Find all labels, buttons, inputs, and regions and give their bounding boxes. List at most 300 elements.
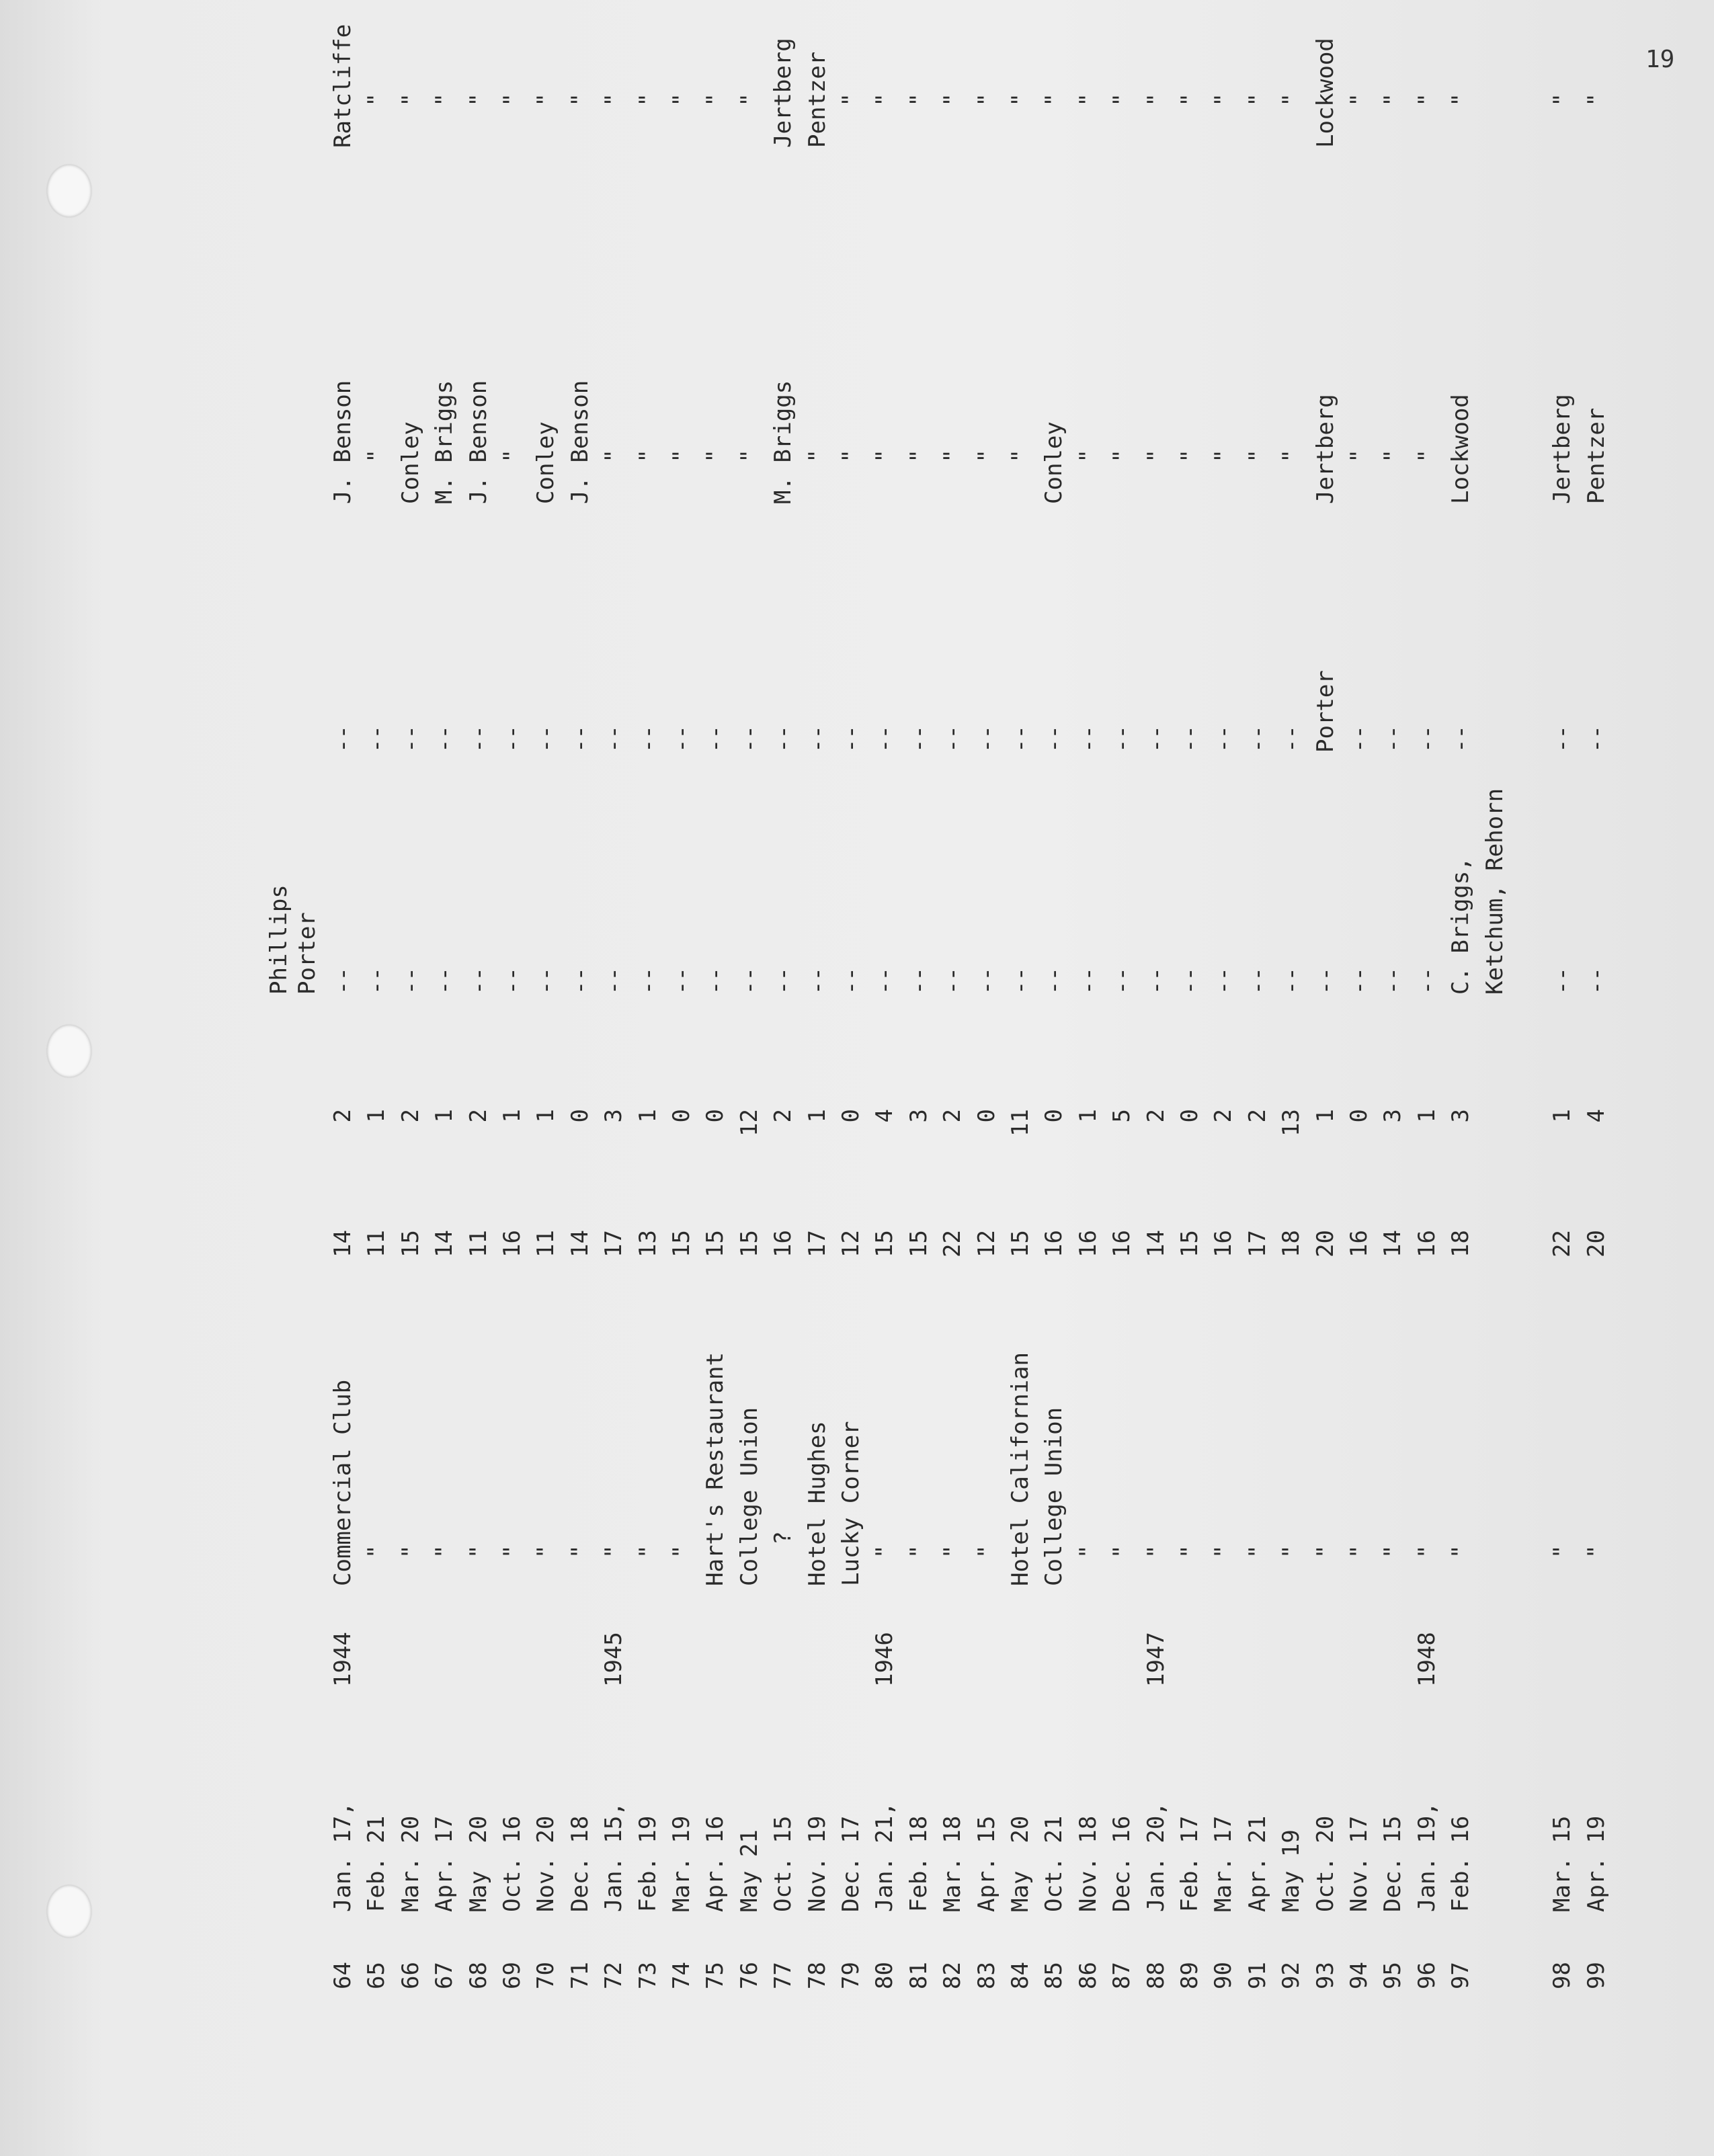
meeting-place: " [1413, 1544, 1440, 1586]
meeting-date: Oct. 16 [499, 1815, 526, 1912]
fifth-column-entry: -- [668, 725, 695, 753]
meeting-place: College Union [1040, 1407, 1068, 1586]
meeting-place: " [1074, 1544, 1102, 1586]
sixth-column-name: " [1210, 93, 1237, 148]
entry-number: 78 [803, 1962, 831, 1989]
fifth-column-entry: -- [329, 725, 356, 753]
phillips-porter-entry: -- [566, 967, 594, 995]
fifth-column-entry: -- [363, 725, 391, 753]
sixth-column-name: " [871, 93, 899, 148]
table-row [1037, 0, 1071, 1989]
binder-hole [47, 1025, 91, 1077]
table-row [1274, 0, 1308, 1989]
secretary-name: " [1176, 449, 1203, 504]
entry-number: 74 [668, 1962, 695, 1989]
meeting-date: Mar. 19 [668, 1815, 695, 1912]
entry-number: 89 [1176, 1962, 1203, 1989]
table-row [1309, 0, 1342, 1989]
fifth-column-entry: -- [1243, 725, 1271, 753]
entry-number: 77 [770, 1962, 797, 1989]
secretary-name: " [1413, 449, 1440, 504]
meeting-place: ? [770, 1531, 797, 1586]
phillips-porter-entry: -- [702, 967, 729, 995]
guest-count: 3 [1379, 1109, 1407, 1123]
secretary-name: Lockwood [1447, 394, 1475, 504]
fifth-column-entry: -- [532, 725, 560, 753]
meeting-date: Nov. 17 [1346, 1815, 1373, 1912]
secretary-name: " [1210, 449, 1237, 504]
table-row [665, 0, 698, 1989]
guest-count: 2 [329, 1109, 356, 1123]
phillips-porter-entry: -- [1346, 967, 1373, 995]
phillips-porter-entry: -- [329, 967, 356, 995]
guest-count: 1 [1549, 1109, 1576, 1123]
attendance-count: 12 [838, 1230, 864, 1257]
entry-number: 65 [363, 1962, 391, 1989]
attendance-count: 12 [973, 1230, 1000, 1257]
attendance-count: 15 [702, 1230, 729, 1257]
entry-number: 70 [532, 1962, 560, 1989]
secretary-name: J. Benson [464, 380, 492, 504]
meeting-date: Dec. 18 [566, 1815, 594, 1912]
meeting-date: Apr. 15 [973, 1815, 1000, 1912]
sixth-column-name: " [397, 93, 424, 148]
meeting-place: " [905, 1544, 932, 1586]
guest-count: 11 [1007, 1109, 1034, 1136]
guest-count: 1 [803, 1109, 831, 1123]
meeting-date: Apr. 17 [431, 1815, 458, 1912]
table-row [834, 0, 868, 1989]
sixth-column-name: " [532, 93, 560, 148]
secretary-name: Conley [397, 421, 424, 504]
entry-number: 81 [905, 1962, 932, 1989]
attendance-count: 14 [329, 1230, 356, 1257]
guest-count: 0 [838, 1109, 864, 1123]
fifth-column-entry: -- [1007, 725, 1034, 753]
meeting-year: 1944 [329, 1632, 356, 1687]
guest-count: 1 [499, 1109, 526, 1123]
sixth-column-name: Jertberg [770, 38, 797, 148]
secretary-name: " [499, 449, 526, 504]
attendance-count: 18 [1278, 1230, 1305, 1257]
fifth-column-entry: -- [1142, 725, 1170, 753]
entry-number: 97 [1447, 1962, 1475, 1989]
phillips-porter-entry: -- [499, 967, 526, 995]
sixth-column-name: " [1582, 93, 1610, 148]
attendance-count: 16 [770, 1230, 797, 1257]
sixth-column-name: " [363, 93, 391, 148]
secretary-name: " [702, 449, 729, 504]
sixth-column-name: " [1447, 93, 1475, 148]
attendance-count: 15 [1007, 1230, 1034, 1257]
meeting-place: Hotel Californian [1007, 1352, 1034, 1586]
phillips-porter-entry: -- [973, 967, 1000, 995]
phillips-porter-entry: -- [1040, 967, 1068, 995]
entry-number: 68 [464, 1962, 492, 1989]
column-header-phillips: Phillips [266, 884, 292, 995]
table-row [529, 0, 563, 1989]
entry-number: 72 [600, 1962, 628, 1989]
fifth-column-entry: -- [1582, 725, 1610, 753]
meeting-place: " [668, 1544, 695, 1586]
meeting-date: Feb. 18 [905, 1815, 932, 1912]
sixth-column-name: " [499, 93, 526, 148]
sixth-column-name: Lockwood [1311, 38, 1339, 148]
table-row [936, 0, 969, 1989]
attendance-count: 15 [397, 1230, 424, 1257]
sixth-column-name: " [600, 93, 628, 148]
guest-count: 2 [1210, 1109, 1237, 1123]
secretary-name: " [1108, 449, 1136, 504]
sixth-column-name: Pentzer [803, 51, 831, 148]
fifth-column-entry: -- [871, 725, 899, 753]
sixth-column-name: " [973, 93, 1000, 148]
attendance-count: 15 [871, 1230, 899, 1257]
sixth-column-name: " [1278, 93, 1305, 148]
guest-count: 1 [363, 1109, 391, 1123]
attendance-count: 16 [1210, 1230, 1237, 1257]
phillips-porter-entry: -- [464, 967, 492, 995]
sixth-column-name: " [1176, 93, 1203, 148]
attendance-count: 13 [634, 1230, 661, 1257]
phillips-porter-entry: -- [1413, 967, 1440, 995]
fifth-column-entry: -- [939, 725, 967, 753]
page-number: 19 [1645, 46, 1675, 73]
sixth-column-name: " [634, 93, 661, 148]
entry-number: 76 [735, 1962, 763, 1989]
phillips-porter-entry: C. Briggs, [1447, 857, 1475, 995]
guest-count: 2 [397, 1109, 424, 1123]
fifth-column-entry: -- [1040, 725, 1068, 753]
meeting-date: Dec. 16 [1108, 1815, 1136, 1912]
attendance-count: 14 [1379, 1230, 1407, 1257]
meeting-date: Oct. 15 [770, 1815, 797, 1912]
phillips-porter-entry: -- [363, 967, 391, 995]
table-row [360, 0, 393, 1989]
fifth-column-entry: -- [1549, 725, 1576, 753]
attendance-count: 11 [363, 1230, 391, 1257]
attendance-count: 17 [803, 1230, 831, 1257]
sixth-column-name: " [668, 93, 695, 148]
fifth-column-entry: -- [1447, 725, 1475, 753]
entry-number: 73 [634, 1962, 661, 1989]
table-row [1105, 0, 1139, 1989]
entry-number: 84 [1007, 1962, 1034, 1989]
guest-count: 0 [973, 1109, 1000, 1123]
meeting-date: Nov. 18 [1074, 1815, 1102, 1912]
entry-number: 83 [973, 1962, 1000, 1989]
sixth-column-name: " [838, 93, 864, 148]
attendance-count: 14 [431, 1230, 458, 1257]
sixth-column-name: " [1074, 93, 1102, 148]
meeting-place: " [397, 1544, 424, 1586]
secretary-name: " [1346, 449, 1373, 504]
secretary-name: " [600, 449, 628, 504]
meeting-date: May 20 [1007, 1815, 1034, 1912]
phillips-porter-entry: -- [431, 967, 458, 995]
entry-number: 99 [1582, 1962, 1610, 1989]
phillips-porter-entry: -- [803, 967, 831, 995]
meeting-place: " [532, 1544, 560, 1586]
fifth-column-entry: -- [1108, 725, 1136, 753]
meeting-date: Nov. 20 [532, 1815, 560, 1912]
table-row [733, 0, 766, 1989]
meeting-place: " [1278, 1544, 1305, 1586]
table-row [801, 0, 834, 1989]
entry-number: 93 [1311, 1962, 1339, 1989]
meeting-place: Lucky Corner [838, 1421, 864, 1586]
binder-hole [47, 1885, 91, 1938]
secretary-name: Jertberg [1549, 394, 1576, 504]
entry-number: 87 [1108, 1962, 1136, 1989]
table-row [1580, 0, 1613, 1989]
entry-number: 92 [1278, 1962, 1305, 1989]
guest-count: 1 [1074, 1109, 1102, 1123]
secretary-name: " [668, 449, 695, 504]
secretary-name: " [1278, 449, 1305, 504]
sixth-column-name: " [1040, 93, 1068, 148]
attendance-count: 16 [1040, 1230, 1068, 1257]
entry-number: 80 [871, 1962, 899, 1989]
secretary-name: " [1243, 449, 1271, 504]
fifth-column-entry: -- [1074, 725, 1102, 753]
meeting-date: Nov. 19 [803, 1815, 831, 1912]
sixth-column-name: " [1142, 93, 1170, 148]
secretary-name: " [871, 449, 899, 504]
secretary-name: " [973, 449, 1000, 504]
attendance-count: 16 [1074, 1230, 1102, 1257]
attendance-count: 15 [1176, 1230, 1203, 1257]
meeting-place: " [566, 1544, 594, 1586]
guest-count: 1 [1413, 1109, 1440, 1123]
table-row [631, 0, 665, 1989]
guest-count: 1 [634, 1109, 661, 1123]
guest-count: 2 [939, 1109, 967, 1123]
attendance-count: 22 [1549, 1230, 1576, 1257]
meeting-place: " [1346, 1544, 1373, 1586]
phillips-porter-entry: -- [871, 967, 899, 995]
meeting-year: 1948 [1413, 1632, 1440, 1687]
secretary-name: M. Briggs [431, 380, 458, 504]
guest-count: 1 [1311, 1109, 1339, 1123]
meeting-place: " [1243, 1544, 1271, 1586]
guest-count: 0 [668, 1109, 695, 1123]
table-row [1004, 0, 1037, 1989]
phillips-porter-entry: Ketchum, Rehorn [1481, 788, 1508, 995]
fifth-column-entry: -- [634, 725, 661, 753]
entry-number: 95 [1379, 1962, 1407, 1989]
secretary-name: Pentzer [1582, 407, 1610, 504]
attendance-count: 11 [532, 1230, 560, 1257]
table-row [698, 0, 732, 1989]
guest-count: 3 [600, 1109, 628, 1123]
secretary-name: Jertberg [1311, 394, 1339, 504]
meeting-date: Mar. 15 [1549, 1815, 1576, 1912]
guest-count: 2 [1243, 1109, 1271, 1123]
meeting-date: Jan. 15, [600, 1802, 628, 1912]
phillips-porter-entry: -- [600, 967, 628, 995]
meeting-place: " [363, 1544, 391, 1586]
attendance-count: 15 [735, 1230, 763, 1257]
entry-number: 66 [397, 1962, 424, 1989]
table-row [326, 0, 360, 1989]
phillips-porter-entry: -- [668, 967, 695, 995]
phillips-porter-entry: -- [397, 967, 424, 995]
meeting-place: " [464, 1544, 492, 1586]
meeting-place: Hotel Hughes [803, 1421, 831, 1586]
meeting-date: May 21 [735, 1829, 763, 1912]
meeting-place: " [431, 1544, 458, 1586]
secretary-name: J. Benson [566, 380, 594, 504]
fifth-column-entry: Porter [1311, 670, 1339, 753]
entry-number: 94 [1346, 1962, 1373, 1989]
secretary-name: " [1007, 449, 1034, 504]
meeting-place: " [499, 1544, 526, 1586]
guest-count: 0 [566, 1109, 594, 1123]
meeting-date: Oct. 20 [1311, 1815, 1339, 1912]
meeting-date: Mar. 17 [1210, 1815, 1237, 1912]
table-row [495, 0, 529, 1989]
meeting-date: May 20 [464, 1815, 492, 1912]
meeting-date: Dec. 15 [1379, 1815, 1407, 1912]
table-row [1342, 0, 1376, 1989]
meeting-date: Feb. 21 [363, 1815, 391, 1912]
attendance-count: 20 [1311, 1230, 1339, 1257]
attendance-count: 14 [566, 1230, 594, 1257]
phillips-porter-entry: -- [735, 967, 763, 995]
meeting-date: Dec. 17 [838, 1815, 864, 1912]
meeting-year: 1946 [871, 1632, 899, 1687]
guest-count: 0 [1346, 1109, 1373, 1123]
meeting-year: 1947 [1142, 1632, 1170, 1687]
secretary-name: " [838, 449, 864, 504]
table-row [1444, 0, 1477, 1989]
meeting-place: Commercial Club [329, 1379, 356, 1586]
fifth-column-entry: -- [1346, 725, 1373, 753]
phillips-porter-entry: -- [1074, 967, 1102, 995]
table-row [868, 0, 901, 1989]
guest-count: 1 [532, 1109, 560, 1123]
phillips-porter-entry: -- [1176, 967, 1203, 995]
phillips-porter-entry: -- [634, 967, 661, 995]
secretary-name: " [1142, 449, 1170, 504]
sixth-column-name: " [1007, 93, 1034, 148]
phillips-porter-entry: -- [1142, 967, 1170, 995]
meeting-place: " [1210, 1544, 1237, 1586]
guest-count: 12 [735, 1109, 763, 1136]
fifth-column-entry: -- [1278, 725, 1305, 753]
meeting-place: " [634, 1544, 661, 1586]
meeting-place: " [871, 1544, 899, 1586]
fifth-column-entry: -- [770, 725, 797, 753]
attendance-count: 15 [905, 1230, 932, 1257]
attendance-count: 20 [1582, 1230, 1610, 1257]
secretary-name: " [1074, 449, 1102, 504]
fifth-column-entry: -- [499, 725, 526, 753]
guest-count: 4 [1582, 1109, 1610, 1123]
fifth-column-entry: -- [838, 725, 864, 753]
meeting-date: Jan. 20, [1142, 1802, 1170, 1912]
phillips-porter-entry: -- [1210, 967, 1237, 995]
secretary-name: Conley [1040, 421, 1068, 504]
phillips-porter-entry: -- [939, 967, 967, 995]
phillips-porter-entry: -- [1311, 967, 1339, 995]
secretary-name: Conley [532, 421, 560, 504]
entry-number: 75 [702, 1962, 729, 1989]
meeting-date: Feb. 19 [634, 1815, 661, 1912]
attendance-count: 11 [464, 1230, 492, 1257]
attendance-count: 17 [1243, 1230, 1271, 1257]
guest-count: 2 [464, 1109, 492, 1123]
guest-count: 3 [905, 1109, 932, 1123]
entry-number: 69 [499, 1962, 526, 1989]
attendance-count: 14 [1142, 1230, 1170, 1257]
sixth-column-name: " [1379, 93, 1407, 148]
meeting-date: Jan. 19, [1413, 1802, 1440, 1912]
meeting-date: Apr. 16 [702, 1815, 729, 1912]
sixth-column-name: " [905, 93, 932, 148]
attendance-count: 15 [668, 1230, 695, 1257]
guest-count: 13 [1278, 1109, 1305, 1136]
meeting-date: Apr. 19 [1582, 1815, 1610, 1912]
table-row [1241, 0, 1274, 1989]
phillips-porter-entry: -- [1007, 967, 1034, 995]
meeting-date: May 19 [1278, 1829, 1305, 1912]
guest-count: 3 [1447, 1109, 1475, 1123]
table-row [427, 0, 461, 1989]
table-row [1173, 0, 1207, 1989]
guest-count: 4 [871, 1109, 899, 1123]
fifth-column-entry: -- [397, 725, 424, 753]
phillips-porter-entry: -- [532, 967, 560, 995]
meeting-date: Oct. 21 [1040, 1815, 1068, 1912]
table-row [970, 0, 1004, 1989]
entry-number: 67 [431, 1962, 458, 1989]
secretary-name: " [1379, 449, 1407, 504]
entry-number: 79 [838, 1962, 864, 1989]
phillips-porter-entry: -- [1243, 967, 1271, 995]
guest-count: 2 [1142, 1109, 1170, 1123]
guest-count: 1 [431, 1109, 458, 1123]
table-row [1410, 0, 1444, 1989]
meeting-place: " [1311, 1544, 1339, 1586]
secretary-name: " [939, 449, 967, 504]
phillips-porter-entry: -- [770, 967, 797, 995]
table-row [563, 0, 597, 1989]
meeting-place: " [1447, 1544, 1475, 1586]
attendance-count: 16 [1413, 1230, 1440, 1257]
entry-number: 71 [566, 1962, 594, 1989]
sixth-column-name: " [702, 93, 729, 148]
sixth-column-name: " [464, 93, 492, 148]
fifth-column-entry: -- [1413, 725, 1440, 753]
meeting-place: " [939, 1544, 967, 1586]
phillips-porter-entry: -- [1549, 967, 1576, 995]
phillips-porter-entry: -- [1278, 967, 1305, 995]
secretary-name: " [363, 449, 391, 504]
guest-count: 5 [1108, 1109, 1136, 1123]
table-row [1139, 0, 1173, 1989]
phillips-porter-entry: -- [1379, 967, 1407, 995]
entry-number: 96 [1413, 1962, 1440, 1989]
fifth-column-entry: -- [702, 725, 729, 753]
meeting-date: Feb. 16 [1447, 1815, 1475, 1912]
guest-count: 0 [702, 1109, 729, 1123]
fifth-column-entry: -- [1210, 725, 1237, 753]
meeting-year: 1945 [600, 1632, 628, 1687]
sixth-column-name: " [1549, 93, 1576, 148]
meeting-date: Jan. 17, [329, 1802, 356, 1912]
